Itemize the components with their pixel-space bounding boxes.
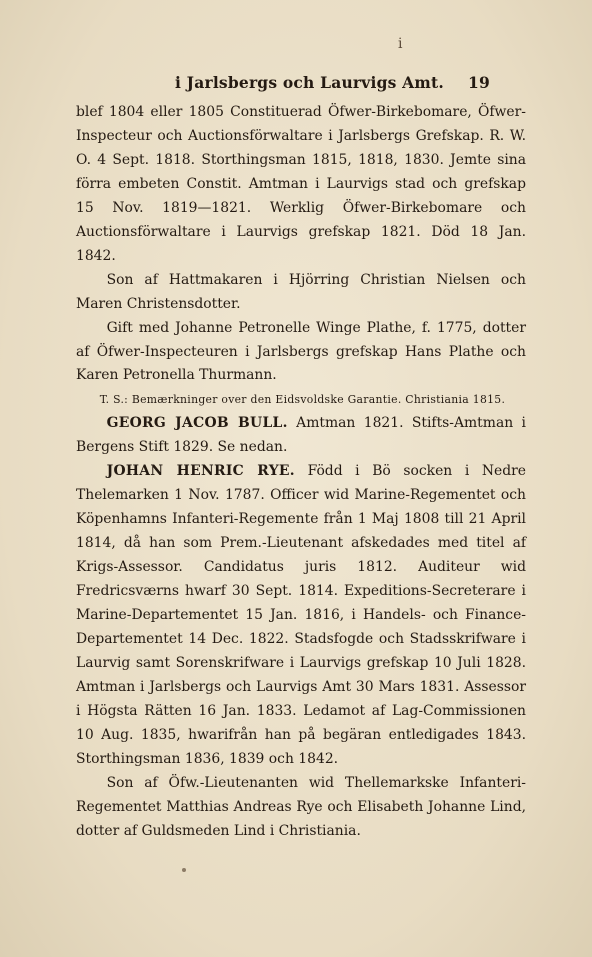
written-works-label: T. S.: — [99, 393, 129, 407]
person-name-rye: JOHAN HENRIC RYE. — [106, 463, 295, 480]
entry-bull-text: Amtman 1821. Stifts-Amtman i Bergens Stift 1829. Se nedan. — [76, 415, 527, 456]
ink-speck — [182, 868, 186, 872]
written-works-text: Bemærkninger over den Eidsvoldske Garantie. Christiania 1815. — [131, 393, 506, 407]
page-number: 19 — [468, 73, 490, 92]
paragraph-rye-parentage: Son af Öfw.-Lieutenanten wid Thellemarkske Infanteri-Regementet Matthias Andreas Rye och Elisabeth Johanne Lind, dotter af Guldsmeden Lind i Christiania. — [76, 774, 526, 839]
written-works-note — [76, 388, 526, 412]
main-text — [76, 101, 526, 844]
paragraph-parentage: Son af Hattmakaren i Hjörring Christian Nielsen och Maren Christensdotter. — [76, 271, 526, 312]
marginal-mark: i — [398, 36, 403, 52]
person-name-bull: GEORG JACOB BULL. — [106, 415, 288, 432]
entry-rye-text: Född i Bö socken i Nedre Thelemarken 1 Nov. 1787. Officer wid Marine-Regementet och Köpenhamns Infanteri-Regemente från 1 Maj 1808 till 21 April 1814, då han som Prem.-Lieutenant afskedades med titel af Krigs-Assessor. Candidatus juris 1812. Auditeur wid Fredricsværns hwarf 30 Sept. 1814. Expeditions-Secreterare i Marine-Departementet 15 Jan. 1816, i Handels- och Finance-Departementet 14 Dec. 1822. Stadsfogde och Stadsskrifware i Laurvig samt Sorenskrifware i Laurvigs grefskap 10 Juli 1828. Amtman i Jarlsbergs och Laurvigs Amt 30 Mars 1831. Assessor i Högsta Rätten 16 Jan. 1833. Ledamot af Lag-Commissionen 10 Aug. 1835, hwarifrån han på begäran entledigades 1843. Storthingsman 1836, 1839 och 1842. — [76, 463, 527, 767]
entry-bull — [76, 412, 526, 460]
running-header — [103, 70, 490, 94]
paragraph-career-continued: blef 1804 eller 1805 Constituerad Öfwer-Birkebomare, Öfwer-Inspecteur och Auctionsförwaltare i Jarlsbergs Grefskap. R. W. O. 4 Sept. 1818. Storthingsman 1815, 1818, 1830. Jemte sina förra embeten Constit. Amtman i Laurvigs stad och grefskap 15 Nov. 1819—1821. Werklig Öfwer-Birkebomare och Auctionsförwaltare i Laurvigs grefskap 1821. Död 18 Jan. 1842. — [76, 104, 526, 264]
entry-rye — [76, 460, 526, 771]
paragraph-marriage: Gift med Johanne Petronelle Winge Plathe, f. 1775, dotter af Öfwer-Inspecteuren i Jarlsbergs grefskap Hans Plathe och Karen Petronella Thurmann. — [76, 319, 526, 384]
header-title: i Jarlsbergs och Laurvigs Amt. — [175, 73, 444, 92]
